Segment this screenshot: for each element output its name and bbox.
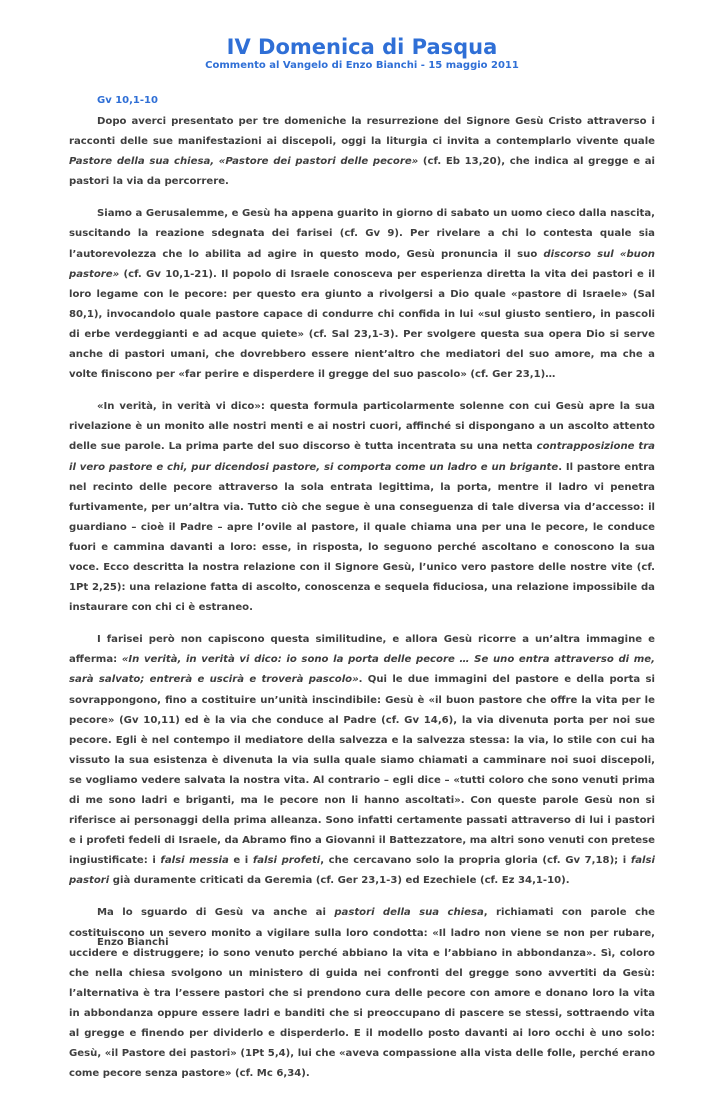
page-subtitle: Commento al Vangelo di Enzo Bianchi - 15 maggio 2011 [205, 60, 519, 71]
text-run: Dopo averci presentato per tre domeniche la resurrezione del Signore Gesù Cristo attraverso i racconti delle sue manifestazioni ai discepoli, oggi la liturgia ci invita a contemplarlo vivente quale [69, 116, 655, 148]
author-signature: Enzo Bianchi [97, 937, 169, 948]
paragraph [69, 630, 655, 891]
italic-text-run: falsi messia [160, 855, 229, 867]
paragraph [69, 397, 655, 618]
text-run: (cf. Eb 13,20), che indica al gregge e ai pastori la via da percorrere. [69, 156, 655, 188]
italic-text-run: Pastore della sua chiesa, «Pastore dei pastori delle pecore» [69, 156, 419, 168]
text-run: Ma lo sguardo di Gesù va anche ai [97, 907, 335, 919]
italic-text-run: falsi pastori [69, 855, 655, 887]
text-run: I farisei però non capiscono questa similitudine, e allora Gesù ricorre a un’altra immagine e afferma: [69, 634, 655, 666]
gospel-reference: Gv 10,1-10 [97, 95, 158, 106]
page-title: IV Domenica di Pasqua [226, 35, 498, 59]
text-run: (cf. Gv 10,1-21). Il popolo di Israele conosceva per esperienza diretta la vita dei pastori e il loro legame con le pecore: per questo era giunto a rivolgersi a Dio quale «pastore di Israele» (Sal 80,1), invocandolo quale pastore capace di condurre chi confida in lui «sul giusto sentiero, in pascoli di erbe verdeggianti e ad acque quiete» (cf. Sal 23,1-3). Per svolgere questa sua opera Dio si serve anche di pastori umani, che dovrebbero essere nient’altro che mediatori del suo amore, ma che a volte finiscono per «far perire e disperdere il gregge del suo pascolo» (cf. Ger 23,1)… [69, 268, 655, 381]
italic-text-run: falsi profeti [252, 855, 321, 867]
text-run: . Qui le due immagini del pastore e della porta si sovrappongono, fino a costituire un’unità inscindibile: Gesù è «il buon pastore che offre la vita per le pecore» (Gv 10,11) ed è la via che conduce al Padre (cf. Gv 14,6), la via divenuta porta per noi sue pecore. Egli è nel contempo il mediatore della salvezza e la salvezza stessa: la via, lo stile con cui ha vissuto la sua esistenza è divenuta la via sulla quale siamo chiamati a camminare noi suoi discepoli, se vogliamo vedere salvata la nostra vita. Al contrario – egli dice – «tutti coloro che sono venuti prima di me sono ladri e briganti, ma le pecore non li hanno ascoltati». Con queste parole Gesù non si riferisce ai personaggi della prima alleanza. Sono infatti certamente passati attraverso di lui i pastori e i profeti fedeli di Israele, da Abramo fino a Giovanni il Battezzatore, ma altri sono venuti con pretese ingiustificate: i [69, 674, 655, 867]
paragraph [69, 112, 655, 192]
text-run: e i [228, 855, 253, 867]
italic-text-run: «In verità, in verità vi dico: io sono la porta delle pecore … Se uno entra attraverso di me, sarà salvato; entrerà e uscirà e troverà pascolo» [69, 654, 655, 686]
text-run: «In verità, in verità vi dico»: questa formula particolarmente solenne con cui Gesù apre la sua rivelazione è un monito alle nostri menti e ai nostri cuori, affinché si dispongano a un ascolto attento delle sue parole. La prima parte del suo discorso è tutta incentrata su una netta [69, 401, 655, 453]
paragraph [69, 903, 655, 1084]
text-run: Siamo a Gerusalemme, e Gesù ha appena guarito in giorno di sabato un uomo cieco dalla nascita, suscitando la reazione sdegnata dei farisei (cf. Gv 9). Per rivelare a chi lo contesta quale sia l’autorevolezza che lo abilita ad agire in questo modo, Gesù pronuncia il suo [69, 208, 655, 260]
italic-text-run: pastori della sua chiesa [334, 907, 484, 919]
text-run: . Il pastore entra nel recinto delle pecore attraverso la sola entrata legittima, la porta, mentre il ladro vi penetra furtivamente, per un’altra via. Tutto ciò che segue è una conseguenza di tale diversa via d’accesso: il guardiano – cioè il Padre – apre l’ovile al pastore, il quale chiama una per una le pecore, le conduce fuori e cammina davanti a loro: esse, in risposta, lo seguono perché ascoltano e conoscono la sua voce. Ecco descritta la nostra relazione con il Signore Gesù, l’unico vero pastore delle nostre vite (cf. 1Pt 2,25): una relazione fatta di ascolto, conoscenza e sequela fiduciosa, una relazione impossibile da instaurare con chi ci è estraneo. [69, 461, 655, 614]
italic-text-run: contrapposizione tra il vero pastore e chi, pur dicendosi pastore, si comporta come un ladro e un brigante [69, 441, 655, 473]
text-run: già duramente criticati da Geremia (cf. Ger 23,1-3) ed Ezechiele (cf. Ez 34,1-10). [109, 875, 570, 887]
text-run: , richiamati con parole che costituiscono un severo monito a vigilare sulla loro condotta: «Il ladro non viene se non per rubare, uccidere e distruggere; io sono venuto perché abbiano la vita e l’abbiano in abbondanza». Sì, coloro che nella chiesa svolgono un ministero di guida nei confronti del gregge sono avvertiti da Gesù: l’alternativa è tra l’essere pastori che si prendono cura delle pecore con amore e donano loro la vita in abbondanza oppure essere ladri e banditi che si preoccupano di pascere se stessi, sottraendo vita al gregge e finendo per dividerlo e disperderlo. E il modello posto davanti ai loro occhi è uno solo: Gesù, «il Pastore dei pastori» (1Pt 5,4), lui che «aveva compassione alla vista delle folle, perché erano come pecore senza pastore» (cf. Mc 6,34). [69, 907, 655, 1080]
italic-text-run: discorso sul «buon pastore» [69, 248, 655, 280]
text-run: , che cercavano solo la propria gloria (cf. Gv 7,18); i [320, 855, 631, 867]
paragraph [69, 204, 655, 385]
